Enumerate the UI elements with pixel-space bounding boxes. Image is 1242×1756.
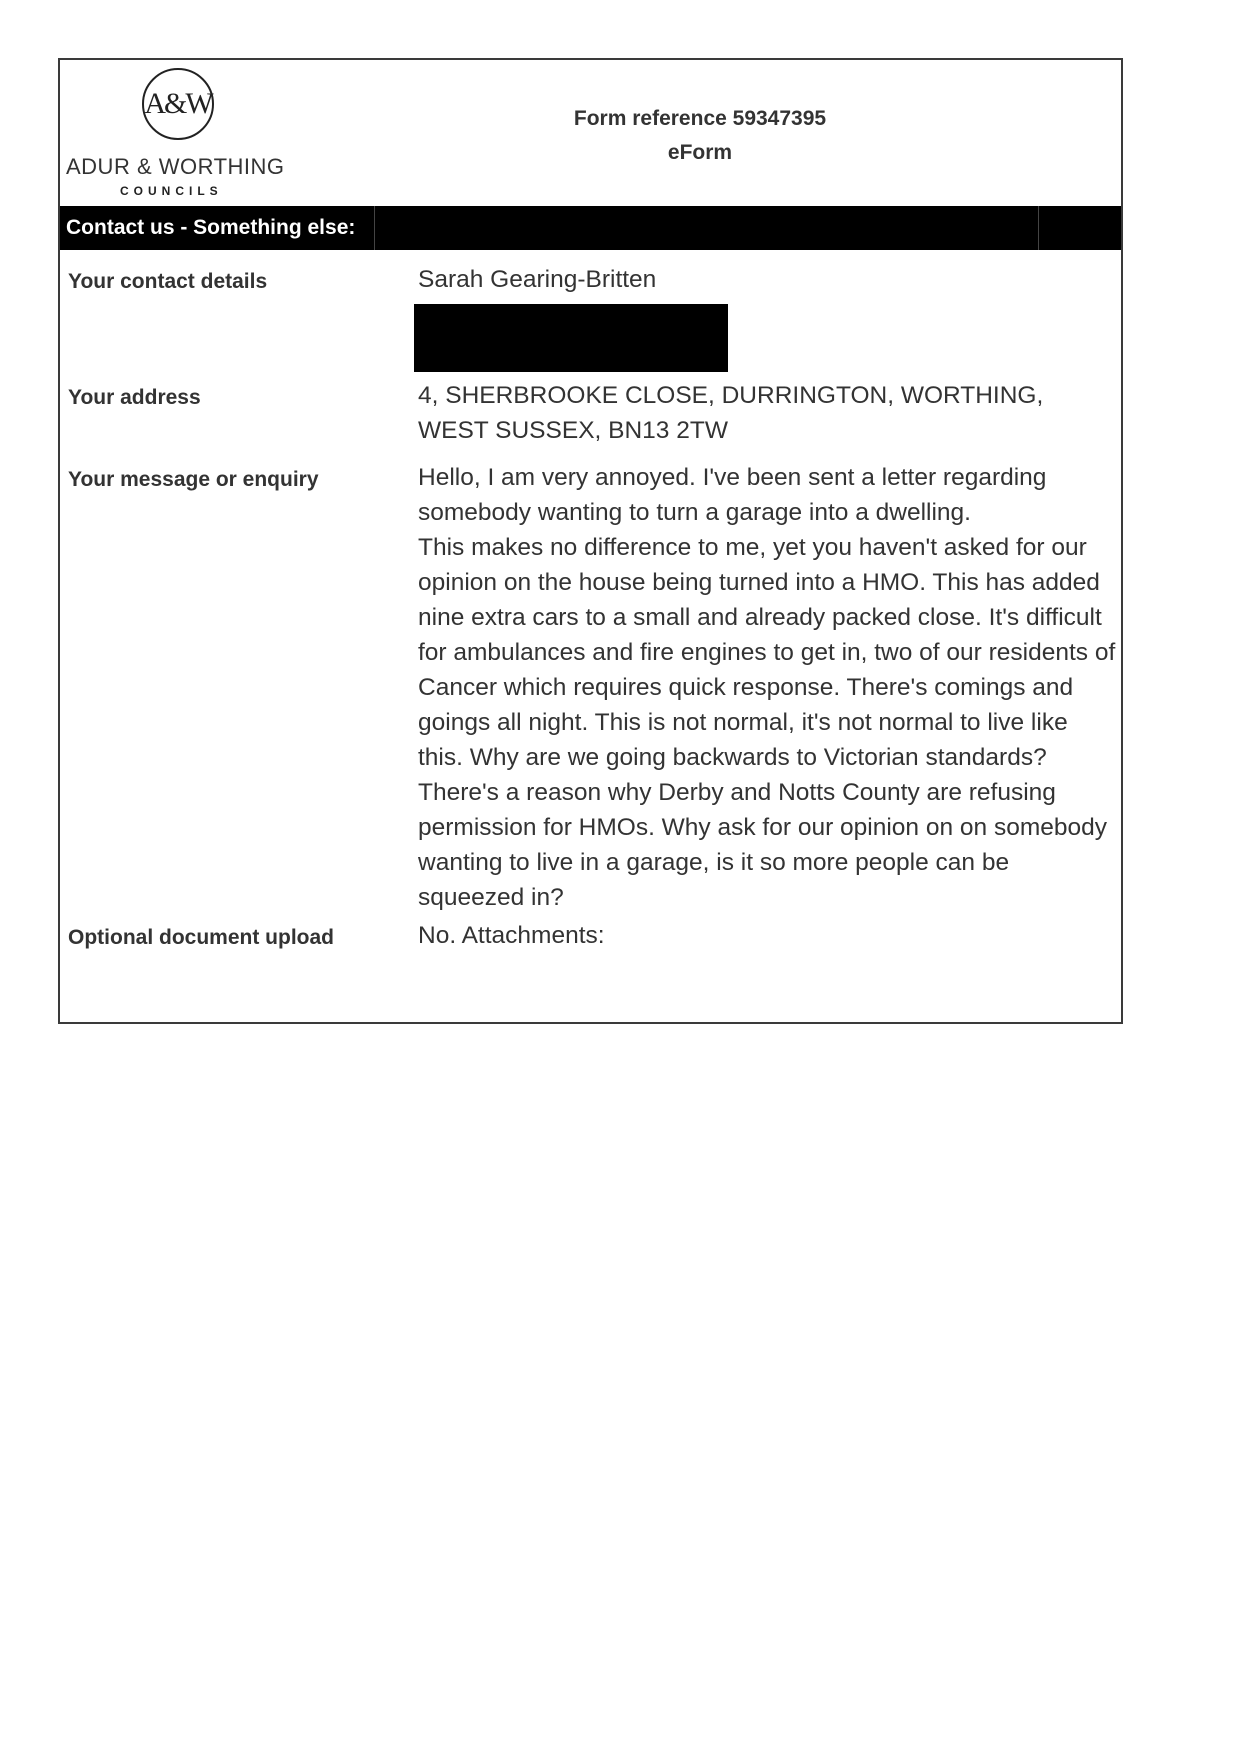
logo-councils-subtitle: COUNCILS [120, 184, 223, 198]
document-upload-value: No. Attachments: [418, 922, 605, 949]
form-header [60, 60, 1121, 206]
contact-details-value: Sarah Gearing-Britten [418, 266, 657, 293]
address-label: Your address [68, 386, 201, 409]
redaction-block [414, 304, 728, 372]
form-reference: Form reference 59347395 [573, 107, 827, 130]
council-logo [66, 66, 286, 196]
message-paragraph: This makes no difference to me, yet you haven't asked for our opinion on the house being turned into a HMO. This has added nine extra cars to a small and already packed close. It's difficult for ambulances and fire engines to get in, two of our residents of Cancer which requires quick response. There's comings and goings all night. This is not normal, it's not normal to live like this. Why are we going backwards to Victorian standards? There's a reason why Derby and Notts County are refusing permission for HMOs. Why ask for our opinion on on somebody wanting to live in a garage, is it so more people can be squeezed in? [418, 534, 1116, 911]
eform-document [58, 58, 1123, 1024]
message-value [418, 460, 1118, 915]
section-banner [60, 206, 1121, 250]
address-value: 4, SHERBROOKE CLOSE, DURRINGTON, WORTHING, WEST SUSSEX, BN13 2TW [418, 382, 1044, 444]
message-paragraph: Hello, I am very annoyed. I've been sent a letter regarding somebody wanting to turn a garage into a dwelling. [418, 464, 1047, 526]
document-upload-label: Optional document upload [68, 926, 334, 949]
logo-council-name: ADUR & WORTHING [66, 154, 285, 179]
contact-details-label: Your contact details [68, 270, 268, 293]
logo-monogram: A&W [142, 68, 214, 140]
banner-divider [1038, 206, 1039, 250]
form-reference-block [480, 102, 920, 170]
form-type: eForm [667, 141, 733, 164]
message-label: Your message or enquiry [68, 468, 319, 491]
banner-divider [374, 206, 375, 250]
section-title: Contact us - Something else: [66, 216, 356, 239]
